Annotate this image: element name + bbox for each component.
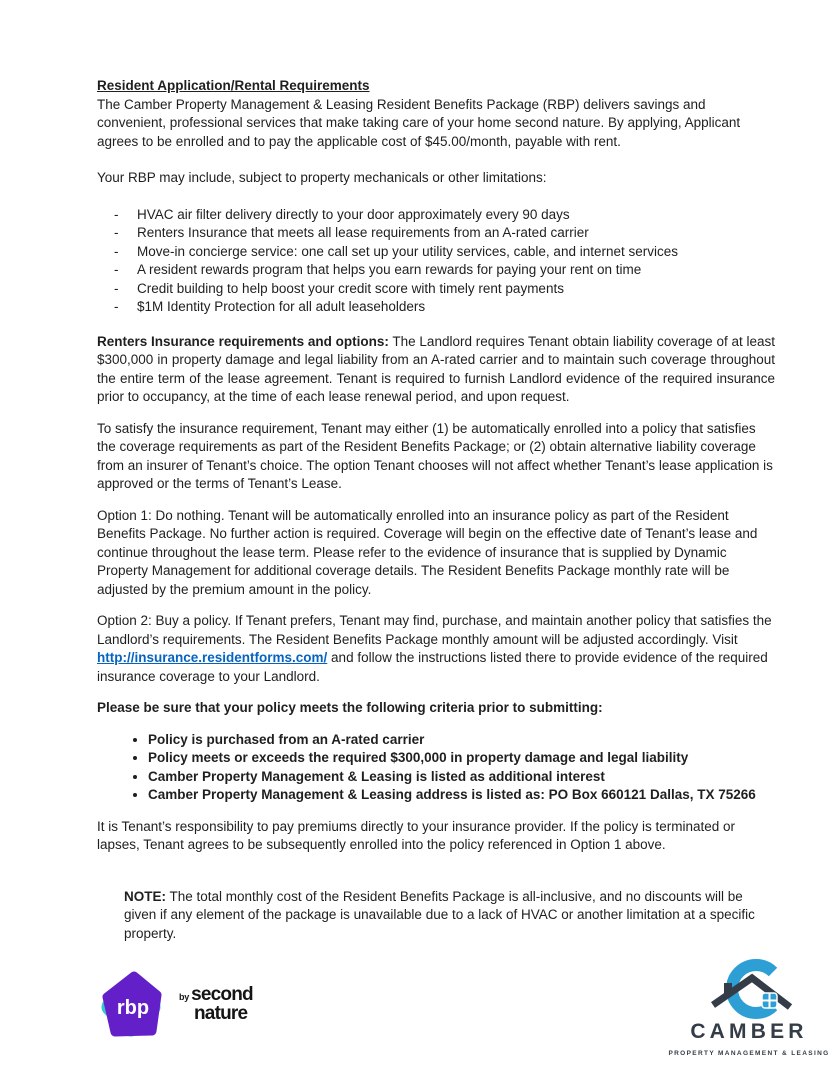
list-item: • Policy is purchased from an A-rated carrier (148, 731, 775, 750)
second-nature-wordmark (179, 983, 253, 1025)
list-item: • Camber Property Management & Leasing is listed as additional interest (148, 768, 775, 787)
note-text: The total monthly cost of the Resident Benefits Package is all-inclusive, and no discounts will be given if any element of the package is unavailable due to a lack of HVAC or another limitation at a specific property. (124, 888, 755, 941)
option1-paragraph: Option 1: Do nothing. Tenant will be automatically enrolled into an insurance policy as part of the Resident Benefits Package. No further action is required. Coverage will begin on the effective date of Tenant’s lease and continue throughout the lease term. Please refer to the evidence of insurance that is supplied by Dynamic Property Management for additional coverage details. The Resident Benefits Package monthly rate will be adjusted by the premium amount in the policy. (97, 507, 758, 597)
nature-label: nature (194, 1003, 248, 1025)
renters-insurance-body: The Landlord requires Tenant obtain liability coverage of at least $300,000 in property damage and legal liability from an A-rated carrier and to maintain such coverage throughout the entire term of the lease agreement. Tenant is required to furnish Landlord evidence of the required insurance prior to occupancy, at the time of each lease renewal period, and upon request. (97, 333, 776, 404)
note-label: NOTE: (124, 888, 166, 904)
camber-logo (668, 956, 830, 1063)
renters-insurance-paragraph (97, 333, 775, 407)
insurance-residentforms-link[interactable]: http://insurance.residentforms.com/ (97, 650, 328, 665)
option2-pre-text: Option 2: Buy a policy. If Tenant prefers, Tenant may find, purchase, and maintain another policy that satisfies the Landlord’s requirements. The Resident Benefits Package monthly amount will be adjusted accordingly. Visit (97, 613, 772, 647)
rbp-second-nature-logo (97, 968, 253, 1040)
list-item: - HVAC air filter delivery directly to your door approximately every 90 days (137, 206, 775, 225)
list-item: - Credit building to help boost your credit score with timely rent payments (137, 280, 775, 299)
by-label: by (179, 991, 190, 1002)
rbp-benefits-list (97, 206, 775, 317)
list-item: - A resident rewards program that helps you earn rewards for paying your rent on time (137, 261, 775, 280)
renters-insurance-lead: Renters Insurance requirements and options: (97, 333, 389, 349)
criteria-heading: Please be sure that your policy meets the following criteria prior to submitting: (97, 700, 603, 715)
list-item: - Move-in concierge service: one call set up your utility services, cable, and internet services (137, 243, 775, 262)
second-label: second (191, 983, 253, 1005)
rbp-include-line: Your RBP may include, subject to property mechanicals or other limitations: (97, 170, 547, 185)
footer-logos (97, 956, 830, 1063)
list-item: • Policy meets or exceeds the required $300,000 in property damage and legal liability (148, 749, 775, 768)
page-title: Resident Application/Rental Requirements (97, 78, 370, 93)
camber-name-label: CAMBER (690, 1020, 808, 1043)
camber-house-icon (711, 956, 801, 1022)
camber-tagline-label: PROPERTY MANAGEMENT & LEASING (668, 1049, 830, 1057)
option2-post-text: and follow the instructions listed there to provide evidence of the required insurance coverage to your Landlord. (97, 650, 768, 684)
intro-paragraph: The Camber Property Management & Leasing Resident Benefits Package (RBP) delivers savings and convenient, professional services that make taking care of your home second nature. By applying, Applicant agrees to be enrolled and to pay the applicable cost of $45.00/month, payable with rent. (97, 96, 741, 149)
responsibility-paragraph: It is Tenant’s responsibility to pay premiums directly to your insurance provider. If the policy is terminated or lapses, Tenant agrees to be subsequently enrolled into the policy referenced in Option 1 above. (97, 818, 736, 852)
criteria-list (97, 731, 775, 805)
list-item: - Renters Insurance that meets all lease requirements from an A-rated carrier (137, 224, 775, 243)
satisfy-paragraph: To satisfy the insurance requirement, Tenant may either (1) be automatically enrolled into a policy that satisfies the coverage requirements as part of the Resident Benefits Package; or (2) obtain alternative liability coverage from an insurer of Tenant’s choice. The option Tenant chooses will not affect whether Tenant’s lease application is approved or the terms of Tenant’s Lease. (97, 420, 773, 491)
option2-paragraph (97, 612, 775, 686)
list-item: - $1M Identity Protection for all adult leaseholders (137, 298, 775, 317)
rbp-logo-icon (97, 968, 169, 1040)
rbp-mark-text: rbp (116, 997, 150, 1019)
list-item: • Camber Property Management & Leasing address is listed as: PO Box 660121 Dallas, TX 75266 (148, 786, 775, 805)
note-paragraph (124, 888, 767, 944)
